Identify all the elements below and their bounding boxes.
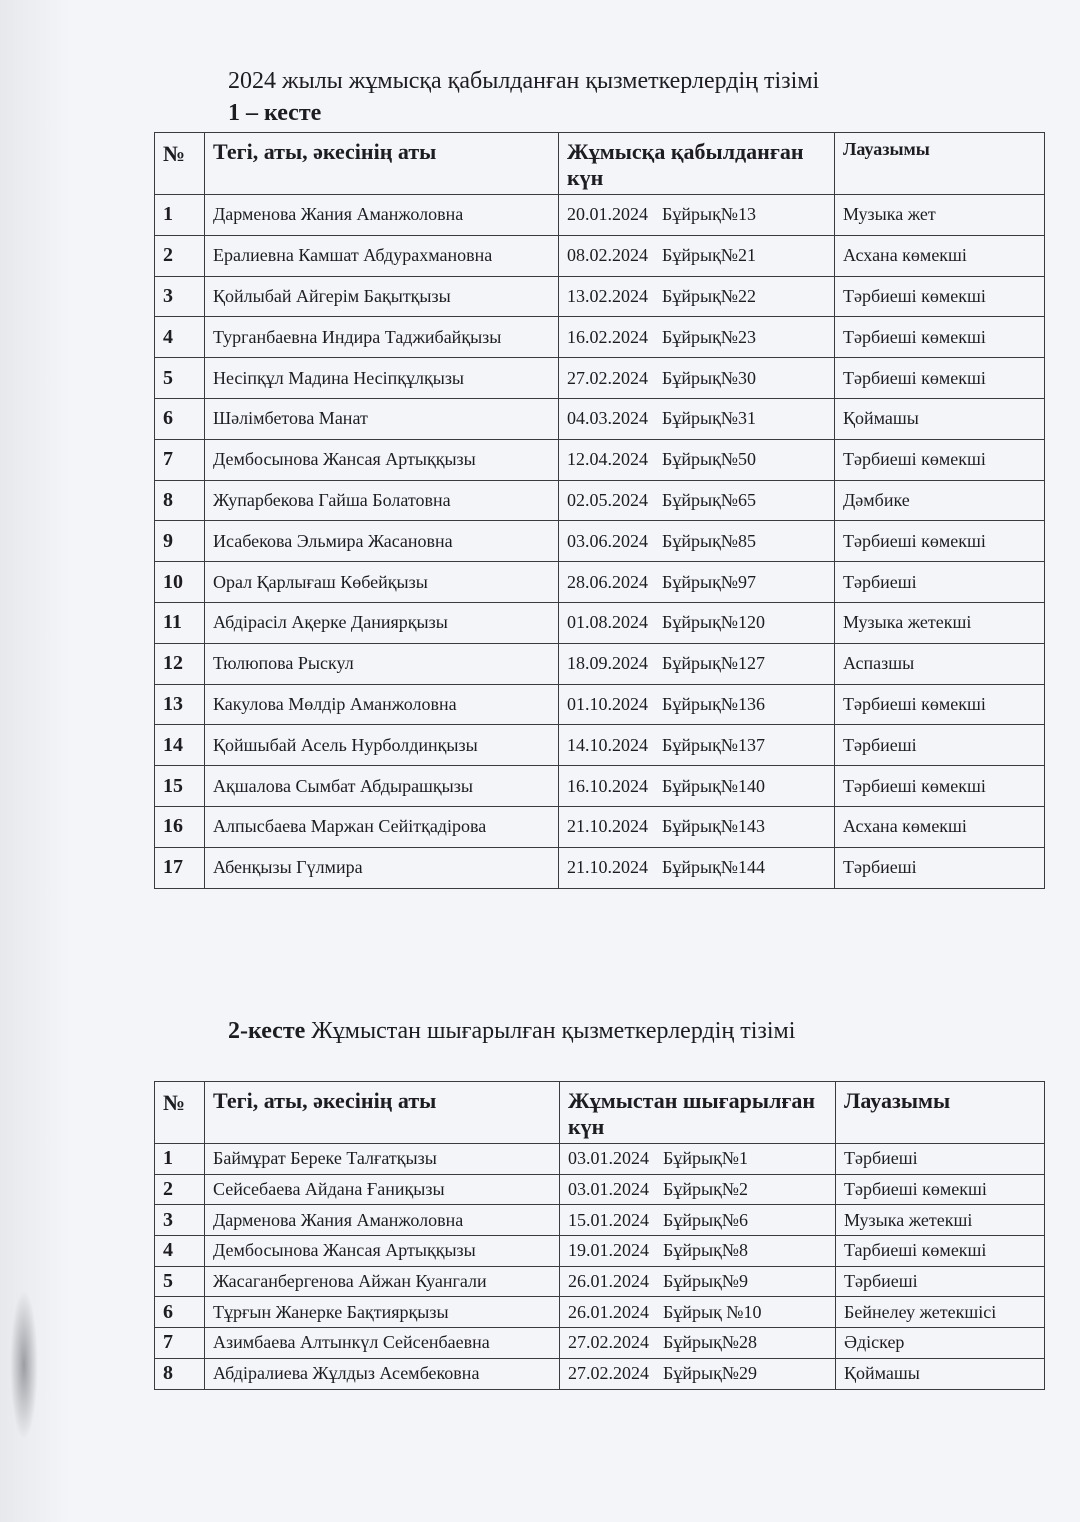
table-header-row — [155, 1082, 1045, 1144]
row-number: 1 — [155, 195, 205, 236]
row-number: 4 — [155, 317, 205, 358]
position: Қоймашы — [836, 1358, 1045, 1389]
position: Тәрбиеші көмекші — [835, 358, 1045, 399]
date-value: 15.01.2024 — [568, 1209, 649, 1230]
order-number: Бұйрық№137 — [662, 734, 765, 755]
date-value: 13.02.2024 — [567, 285, 648, 306]
date-value: 20.01.2024 — [567, 204, 648, 225]
header-name: Тегі, аты, әкесінің аты — [205, 1082, 560, 1144]
order-number: Бұйрық№2 — [663, 1179, 748, 1200]
row-number: 11 — [155, 602, 205, 643]
employee-name: Дембосынова Жансая Артыққызы — [205, 1236, 560, 1267]
date-order — [559, 806, 835, 847]
table-row — [155, 521, 1045, 562]
date-order — [560, 1174, 836, 1205]
scan-smudge — [10, 1290, 38, 1440]
position: Музыка жетекші — [836, 1205, 1045, 1236]
date-order — [559, 847, 835, 888]
date-value: 01.08.2024 — [567, 612, 648, 633]
table-row — [155, 1358, 1045, 1389]
position: Тәрбиеші — [835, 847, 1045, 888]
position: Тәрбиеші — [835, 562, 1045, 603]
table2-title — [228, 1018, 795, 1045]
order-number: Бұйрық№13 — [662, 204, 756, 225]
position: Тәрбиеші — [836, 1144, 1045, 1175]
row-number: 9 — [155, 521, 205, 562]
position: Тәрбиеші — [836, 1266, 1045, 1297]
row-number: 10 — [155, 562, 205, 603]
row-number: 16 — [155, 806, 205, 847]
position: Тәрбиеші көмекші — [836, 1174, 1045, 1205]
table-row — [155, 847, 1045, 888]
row-number: 8 — [155, 480, 205, 521]
date-order — [559, 684, 835, 725]
date-order — [559, 439, 835, 480]
date-order — [559, 235, 835, 276]
date-order — [559, 398, 835, 439]
table-row — [155, 1144, 1045, 1175]
table-row — [155, 317, 1045, 358]
table-row — [155, 1297, 1045, 1328]
position: Тәрбиеші көмекші — [835, 276, 1045, 317]
order-number: Бұйрық№143 — [662, 816, 765, 837]
order-number: Бұйрық№8 — [663, 1240, 748, 1261]
employee-name: Ералиевна Камшат Абдурахмановна — [205, 235, 559, 276]
order-number: Бұйрық№140 — [662, 775, 765, 796]
employee-name: Жупарбекова Гайша Болатовна — [205, 480, 559, 521]
date-order — [559, 766, 835, 807]
date-value: 04.03.2024 — [567, 408, 648, 429]
employee-name: Турганбаевна Индира Таджибайқызы — [205, 317, 559, 358]
table-row — [155, 439, 1045, 480]
row-number: 8 — [155, 1358, 205, 1389]
order-number: Бұйрық№1 — [663, 1148, 748, 1169]
date-order — [559, 480, 835, 521]
order-number: Бұйрық№50 — [662, 449, 756, 470]
order-number: Бұйрық№23 — [662, 326, 756, 347]
table-row — [155, 562, 1045, 603]
position: Тәрбиеші көмекші — [835, 317, 1045, 358]
row-number: 7 — [155, 439, 205, 480]
order-number: Бұйрық№85 — [662, 530, 756, 551]
position: Тәрбиеші көмекші — [835, 766, 1045, 807]
employee-name: Алпысбаева Маржан Сейітқадірова — [205, 806, 559, 847]
row-number: 2 — [155, 1174, 205, 1205]
date-value: 08.02.2024 — [567, 245, 648, 266]
employee-name: Какулова Мөлдір Аманжоловна — [205, 684, 559, 725]
date-value: 03.01.2024 — [568, 1148, 649, 1169]
employee-name: Исабекова Эльмира Жасановна — [205, 521, 559, 562]
date-order — [559, 643, 835, 684]
row-number: 3 — [155, 276, 205, 317]
order-number: Бұйрық№6 — [663, 1209, 748, 1230]
employee-name: Шәлімбетова Манат — [205, 398, 559, 439]
header-position: Лауазымы — [835, 133, 1045, 195]
date-value: 27.02.2024 — [568, 1332, 649, 1353]
row-number: 13 — [155, 684, 205, 725]
row-number: 1 — [155, 1144, 205, 1175]
table-row — [155, 602, 1045, 643]
date-value: 28.06.2024 — [567, 571, 648, 592]
date-value: 26.01.2024 — [568, 1301, 649, 1322]
order-number: Бұйрық№136 — [662, 693, 765, 714]
position: Тәрбиеші көмекші — [835, 521, 1045, 562]
date-order — [559, 276, 835, 317]
date-order — [559, 562, 835, 603]
date-value: 18.09.2024 — [567, 653, 648, 674]
employee-name: Баймұрат Береке Талғатқызы — [205, 1144, 560, 1175]
employee-name: Абенқызы Гүлмира — [205, 847, 559, 888]
table-row — [155, 1266, 1045, 1297]
employee-name: Ақшалова Сымбат Абдырашқызы — [205, 766, 559, 807]
table-row — [155, 766, 1045, 807]
header-number: № — [155, 133, 205, 195]
header-date — [560, 1082, 836, 1144]
order-number: Бұйрық№29 — [663, 1363, 757, 1384]
table-row — [155, 1205, 1045, 1236]
order-number: Бұйрық№31 — [662, 408, 756, 429]
table-row — [155, 1328, 1045, 1359]
employee-name: Жасаганбергенова Айжан Куангали — [205, 1266, 560, 1297]
date-value: 12.04.2024 — [567, 449, 648, 470]
date-value: 27.02.2024 — [568, 1363, 649, 1384]
row-number: 4 — [155, 1236, 205, 1267]
table2-caption: 2-кесте — [228, 1018, 306, 1044]
header-name: Тегі, аты, әкесінің аты — [205, 133, 559, 195]
position: Бейнелеу жетекшісі — [836, 1297, 1045, 1328]
order-number: Бұйрық№127 — [662, 653, 765, 674]
header-number: № — [155, 1082, 205, 1144]
date-value: 01.10.2024 — [567, 693, 648, 714]
date-value: 03.01.2024 — [568, 1179, 649, 1200]
date-order — [560, 1328, 836, 1359]
date-order — [560, 1358, 836, 1389]
order-number: Бұйрық№30 — [662, 367, 756, 388]
date-order — [559, 521, 835, 562]
date-value: 27.02.2024 — [567, 367, 648, 388]
table2-title-text: Жұмыстан шығарылған қызметкерлердің тізімі — [305, 1018, 796, 1044]
date-value: 02.05.2024 — [567, 489, 648, 510]
position: Дәмбике — [835, 480, 1045, 521]
row-number: 15 — [155, 766, 205, 807]
date-order — [559, 725, 835, 766]
hired-employees-table — [154, 132, 1045, 889]
employee-name: Орал Қарлығаш Көбейқызы — [205, 562, 559, 603]
employee-name: Қойшыбай Асель Нурболдинқызы — [205, 725, 559, 766]
dismissed-employees-table — [154, 1081, 1045, 1390]
table-header-row — [155, 133, 1045, 195]
position: Асхана көмекші — [835, 806, 1045, 847]
header-date — [559, 133, 835, 195]
employee-name: Абдіралиева Жұлдыз Асембековна — [205, 1358, 560, 1389]
date-value: 16.10.2024 — [567, 775, 648, 796]
order-number: Бұйрық№120 — [662, 612, 765, 633]
row-number: 7 — [155, 1328, 205, 1359]
table-row — [155, 806, 1045, 847]
employee-name: Сейсебаева Айдана Ғаниқызы — [205, 1174, 560, 1205]
date-value: 16.02.2024 — [567, 326, 648, 347]
table-row — [155, 398, 1045, 439]
date-order — [560, 1297, 836, 1328]
date-value: 03.06.2024 — [567, 530, 648, 551]
table1-caption: 1 – кесте — [228, 100, 322, 126]
table-row — [155, 235, 1045, 276]
position: Музыка жетекші — [835, 602, 1045, 643]
position: Әдіскер — [836, 1328, 1045, 1359]
row-number: 14 — [155, 725, 205, 766]
order-number: Бұйрық№144 — [662, 857, 765, 878]
employee-name: Азимбаева Алтынкүл Сейсенбаевна — [205, 1328, 560, 1359]
date-value: 21.10.2024 — [567, 857, 648, 878]
employee-name: Дембосынова Жансая Артыққызы — [205, 439, 559, 480]
table-row — [155, 684, 1045, 725]
employee-name: Несіпқұл Мадина Несіпқұлқызы — [205, 358, 559, 399]
order-number: Бұйрық №10 — [663, 1301, 762, 1322]
employee-name: Тұрғын Жанерке Бақтиярқызы — [205, 1297, 560, 1328]
position: Музыка жет — [835, 195, 1045, 236]
date-order — [559, 317, 835, 358]
row-number: 5 — [155, 1266, 205, 1297]
header-date-label: Жұмысқа қабылданған күн — [567, 139, 804, 190]
employee-name: Абдірасіл Ақерке Даниярқызы — [205, 602, 559, 643]
employee-name: Тюлюпова Рыскул — [205, 643, 559, 684]
row-number: 2 — [155, 235, 205, 276]
order-number: Бұйрық№28 — [663, 1332, 757, 1353]
order-number: Бұйрық№22 — [662, 285, 756, 306]
table-row — [155, 195, 1045, 236]
position: Тәрбиеші көмекші — [835, 684, 1045, 725]
table1-title: 2024 жылы жұмысқа қабылданған қызметкерлердің тізімі — [228, 68, 820, 94]
order-number: Бұйрық№65 — [662, 489, 756, 510]
table-row — [155, 1174, 1045, 1205]
date-value: 19.01.2024 — [568, 1240, 649, 1261]
header-position: Лауазымы — [836, 1082, 1045, 1144]
row-number: 3 — [155, 1205, 205, 1236]
row-number: 5 — [155, 358, 205, 399]
employee-name: Қойлыбай Айгерім Бақытқызы — [205, 276, 559, 317]
table-row — [155, 643, 1045, 684]
date-order — [560, 1205, 836, 1236]
date-order — [559, 602, 835, 643]
table-row — [155, 480, 1045, 521]
employee-name: Дарменова Жания Аманжоловна — [205, 195, 559, 236]
date-order — [560, 1266, 836, 1297]
table-row — [155, 276, 1045, 317]
employee-name: Дарменова Жания Аманжоловна — [205, 1205, 560, 1236]
position: Тәрбиеші көмекші — [835, 439, 1045, 480]
date-value: 14.10.2024 — [567, 734, 648, 755]
date-value: 21.10.2024 — [567, 816, 648, 837]
position: Қоймашы — [835, 398, 1045, 439]
row-number: 6 — [155, 398, 205, 439]
row-number: 12 — [155, 643, 205, 684]
position: Тәрбиеші — [835, 725, 1045, 766]
order-number: Бұйрық№97 — [662, 571, 756, 592]
header-date-label: Жұмыстан шығарылған күн — [568, 1088, 816, 1139]
table-row — [155, 725, 1045, 766]
date-order — [559, 358, 835, 399]
table-row — [155, 358, 1045, 399]
order-number: Бұйрық№21 — [662, 245, 756, 266]
order-number: Бұйрық№9 — [663, 1271, 748, 1292]
date-order — [559, 195, 835, 236]
row-number: 17 — [155, 847, 205, 888]
table-row — [155, 1236, 1045, 1267]
date-value: 26.01.2024 — [568, 1271, 649, 1292]
position: Аспазшы — [835, 643, 1045, 684]
position: Тарбиеші көмекші — [836, 1236, 1045, 1267]
date-order — [560, 1144, 836, 1175]
row-number: 6 — [155, 1297, 205, 1328]
position: Асхана көмекші — [835, 235, 1045, 276]
date-order — [560, 1236, 836, 1267]
